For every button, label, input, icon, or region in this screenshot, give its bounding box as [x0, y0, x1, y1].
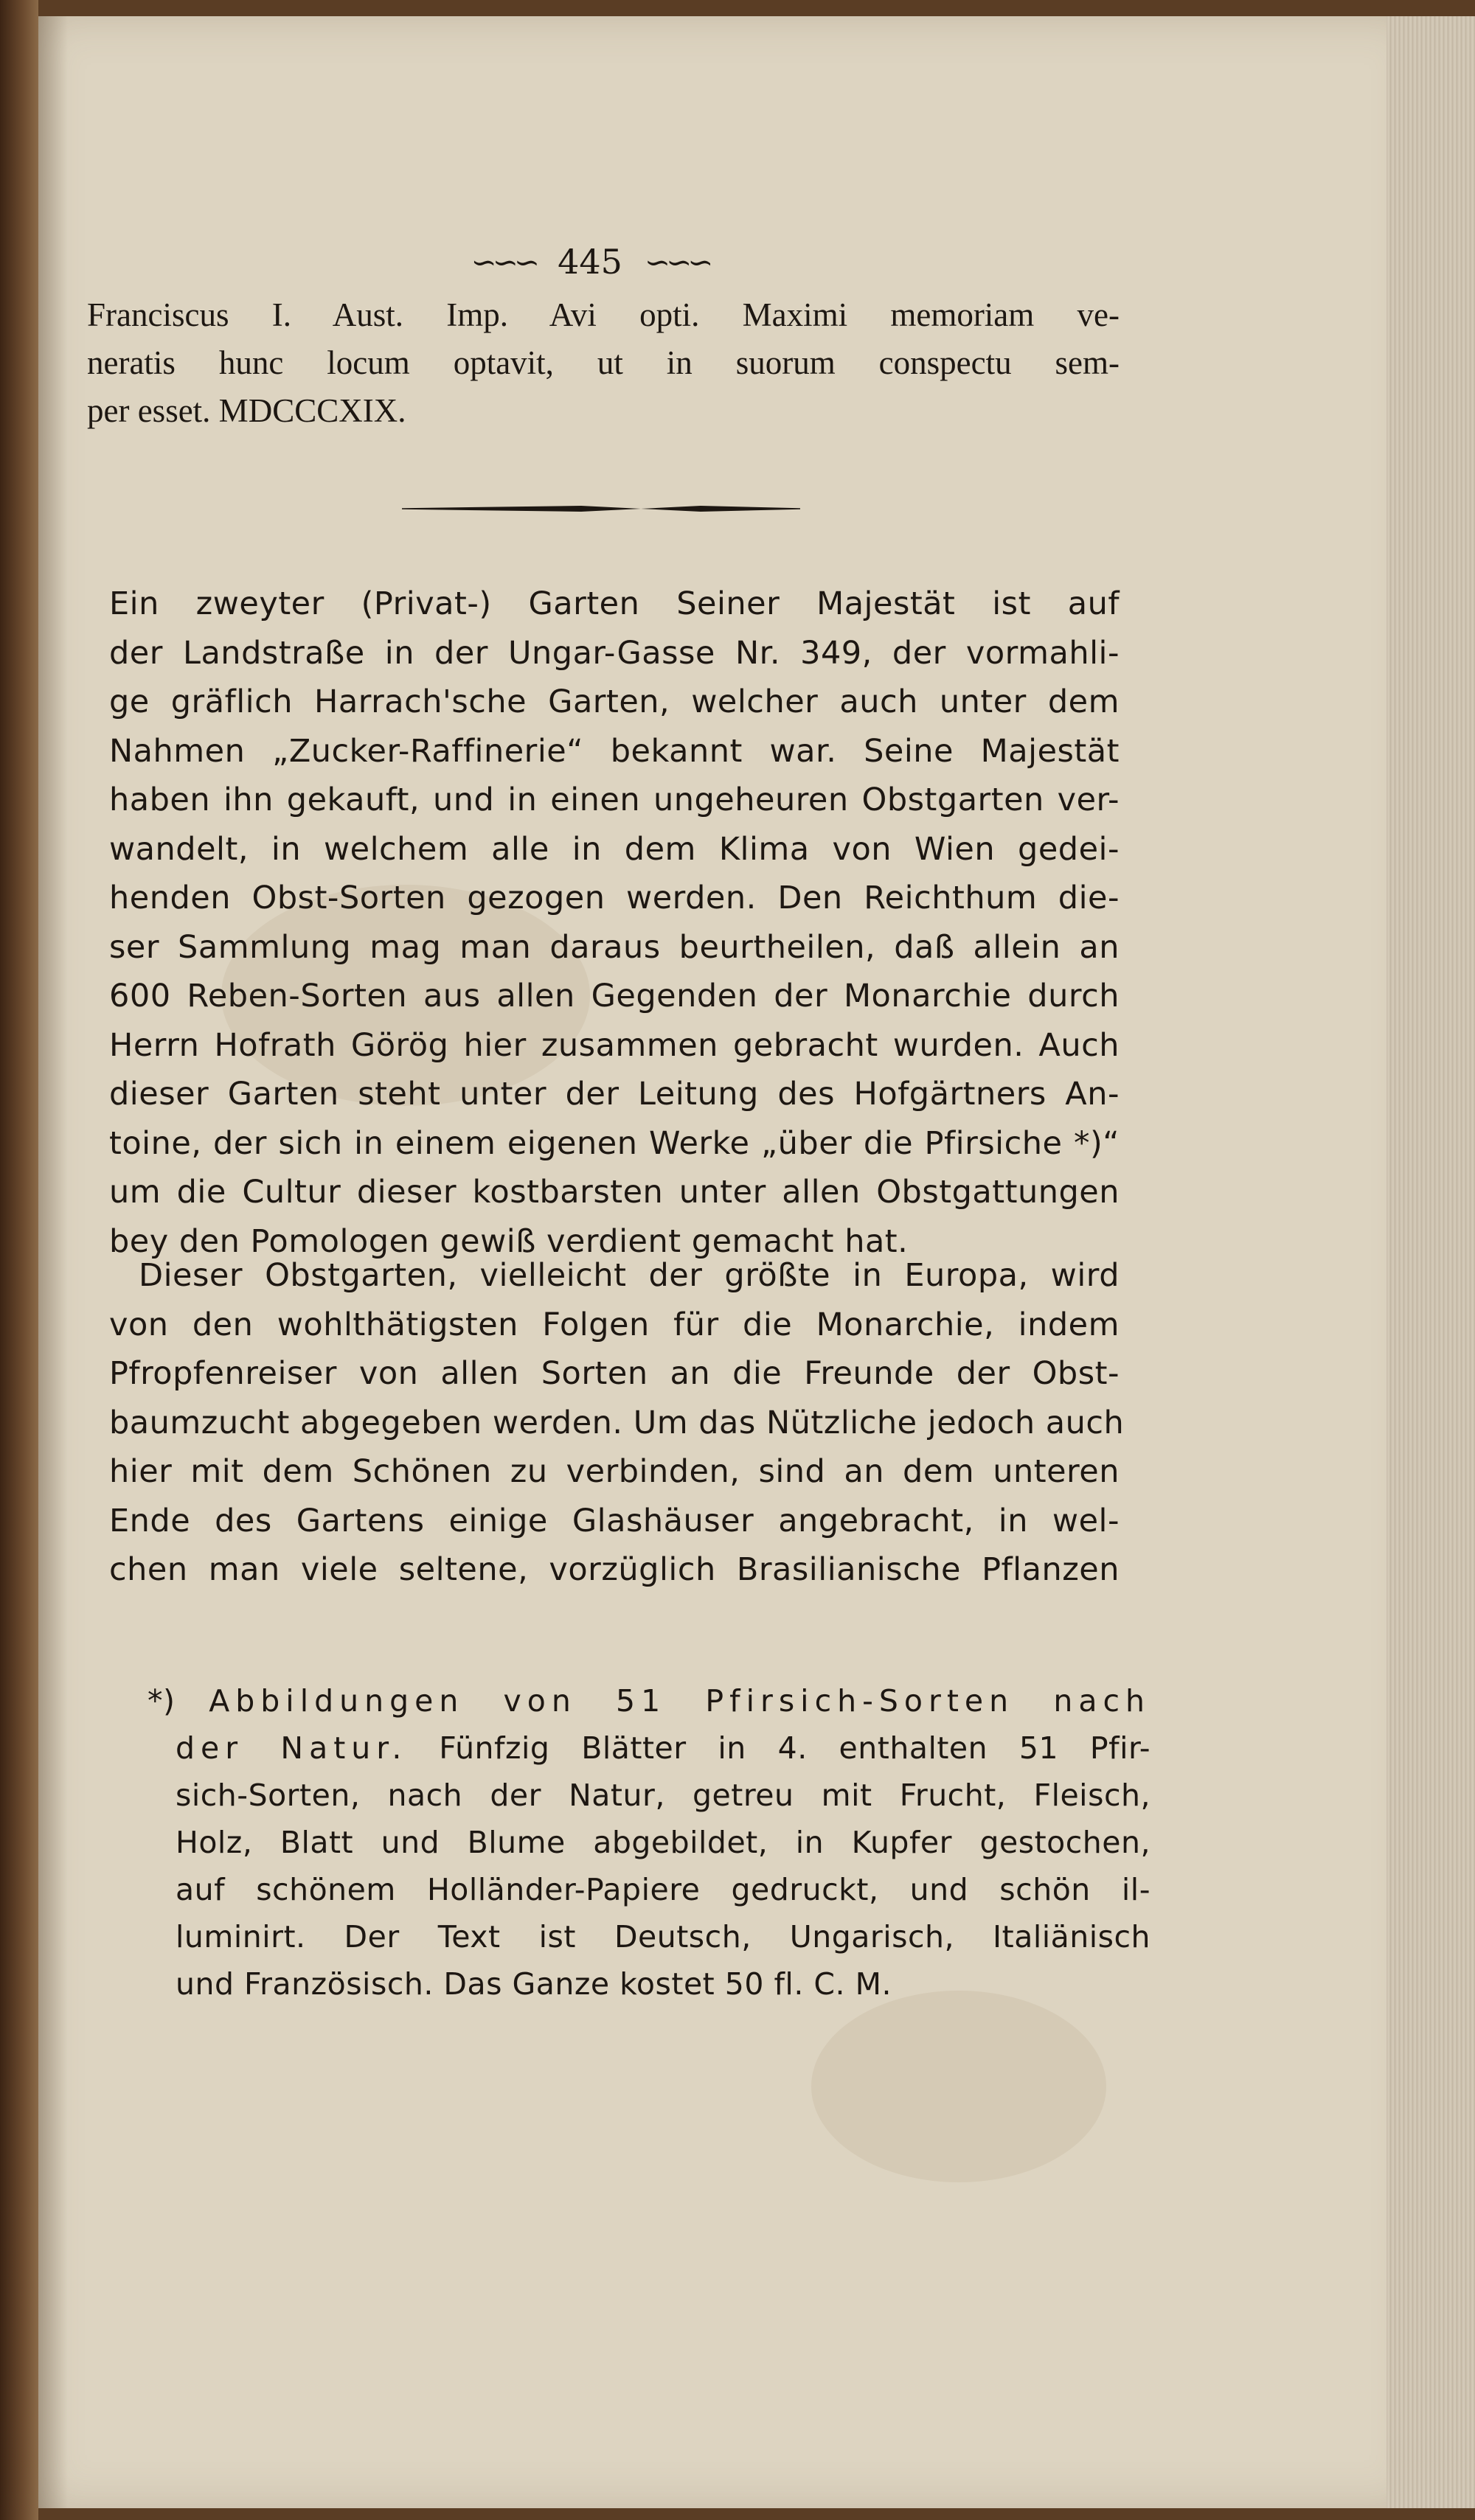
paragraph-garden	[109, 579, 1120, 1266]
footnote-line: auf schönem Holländer-Papiere gedruckt, und schön il-	[176, 1872, 1150, 1907]
footnote-line: sich-Sorten, nach der Natur, getreu mit Frucht, Fleisch,	[176, 1778, 1150, 1813]
page-number: 445	[558, 242, 622, 282]
text-line: dieser Garten steht unter der Leitung des Hofgärtners An-	[109, 1076, 1120, 1113]
text-line: ge gräflich Harrach'sche Garten, welcher auch unter dem	[109, 683, 1120, 720]
text-line: baumzucht abgegeben werden. Um das Nützliche jedoch auch	[109, 1404, 1125, 1441]
text-line: Ende des Gartens einige Glashäuser angebracht, in wel-	[109, 1502, 1120, 1539]
text-line: hier mit dem Schönen zu verbinden, sind an dem unteren	[109, 1453, 1120, 1490]
book-cover-edge	[0, 0, 38, 2520]
text-line: chen man viele seltene, vorzüglich Brasilianische Pflanzen	[109, 1551, 1120, 1588]
text-line: haben ihn gekauft, und in einen ungeheuren Obstgarten ver-	[109, 782, 1120, 818]
text-line: von den wohlthätigsten Folgen für die Monarchie, indem	[109, 1306, 1120, 1343]
text-line: toine, der sich in einem eigenen Werke „über die Pfirsiche *)“	[109, 1124, 1120, 1162]
footnote-title-line	[148, 1677, 1150, 1724]
text-line: bey den Pomologen gewiß verdient gemacht hat.	[109, 1222, 909, 1260]
latin-line: Franciscus I. Aust. Imp. Avi opti. Maximi memoriam ve-	[87, 296, 1120, 333]
footnote	[148, 1677, 1150, 2008]
footnote-line	[148, 1724, 1150, 1772]
text-line: der Landstraße in der Ungar-Gasse Nr. 349, der vormahli-	[109, 634, 1120, 672]
latin-inscription	[87, 291, 1120, 435]
header-ornament-left: ∽∽∽	[471, 243, 536, 280]
text-line: Herrn Hofrath Görög hier zusammen gebracht wurden. Auch	[109, 1026, 1120, 1064]
footnote-title-cont: der Natur.	[176, 1730, 408, 1766]
header-ornament-right: ∽∽∽	[644, 243, 709, 280]
paragraph-orchard	[109, 1251, 1125, 1595]
footnote-title: Abbildungen von 51 Pfirsich-Sorten nach	[209, 1683, 1150, 1719]
text-line: 600 Reben-Sorten aus allen Gegenden der Monarchie durch	[109, 978, 1120, 1014]
text-line: Ein zweyter (Privat-) Garten Seiner Majestät ist auf	[109, 585, 1120, 622]
text-line: um die Cultur dieser kostbarsten unter allen Obstgattungen	[109, 1174, 1120, 1211]
text-line: Dieser Obstgarten, vielleicht der größte in Europa, wird	[139, 1257, 1120, 1294]
page-stack-edge	[1386, 16, 1475, 2508]
footnote-line: Holz, Blatt und Blume abgebildet, in Kupfer gestochen,	[176, 1825, 1150, 1860]
footnote-text: Fünfzig Blätter in 4. enthalten 51 Pfir-	[439, 1730, 1150, 1766]
footnote-line: und Französisch. Das Ganze kostet 50 fl. C. M.	[176, 1966, 892, 2002]
text-line: ser Sammlung mag man daraus beurtheilen, daß allein an	[109, 928, 1120, 966]
paper-stain	[811, 1991, 1106, 2182]
text-line: Pfropfenreiser von allen Sorten an die Freunde der Obst-	[109, 1355, 1120, 1392]
spine-shadow	[38, 16, 68, 2508]
text-line: Nahmen „Zucker-Raffinerie“ bekannt war. Seine Majestät	[109, 732, 1120, 770]
text-line: wandelt, in welchem alle in dem Klima von Wien gedei-	[109, 830, 1120, 868]
latin-line: per esset. MDCCCXIX.	[87, 392, 406, 429]
latin-line: neratis hunc locum optavit, ut in suorum conspectu sem-	[87, 344, 1120, 381]
page-header	[428, 236, 752, 288]
footnote-marker: *)	[148, 1683, 176, 1719]
footnote-line: luminirt. Der Text ist Deutsch, Ungarisch, Italiänisch	[176, 1919, 1150, 1955]
text-line: henden Obst-Sorten gezogen werden. Den Reichthum die-	[109, 880, 1120, 916]
